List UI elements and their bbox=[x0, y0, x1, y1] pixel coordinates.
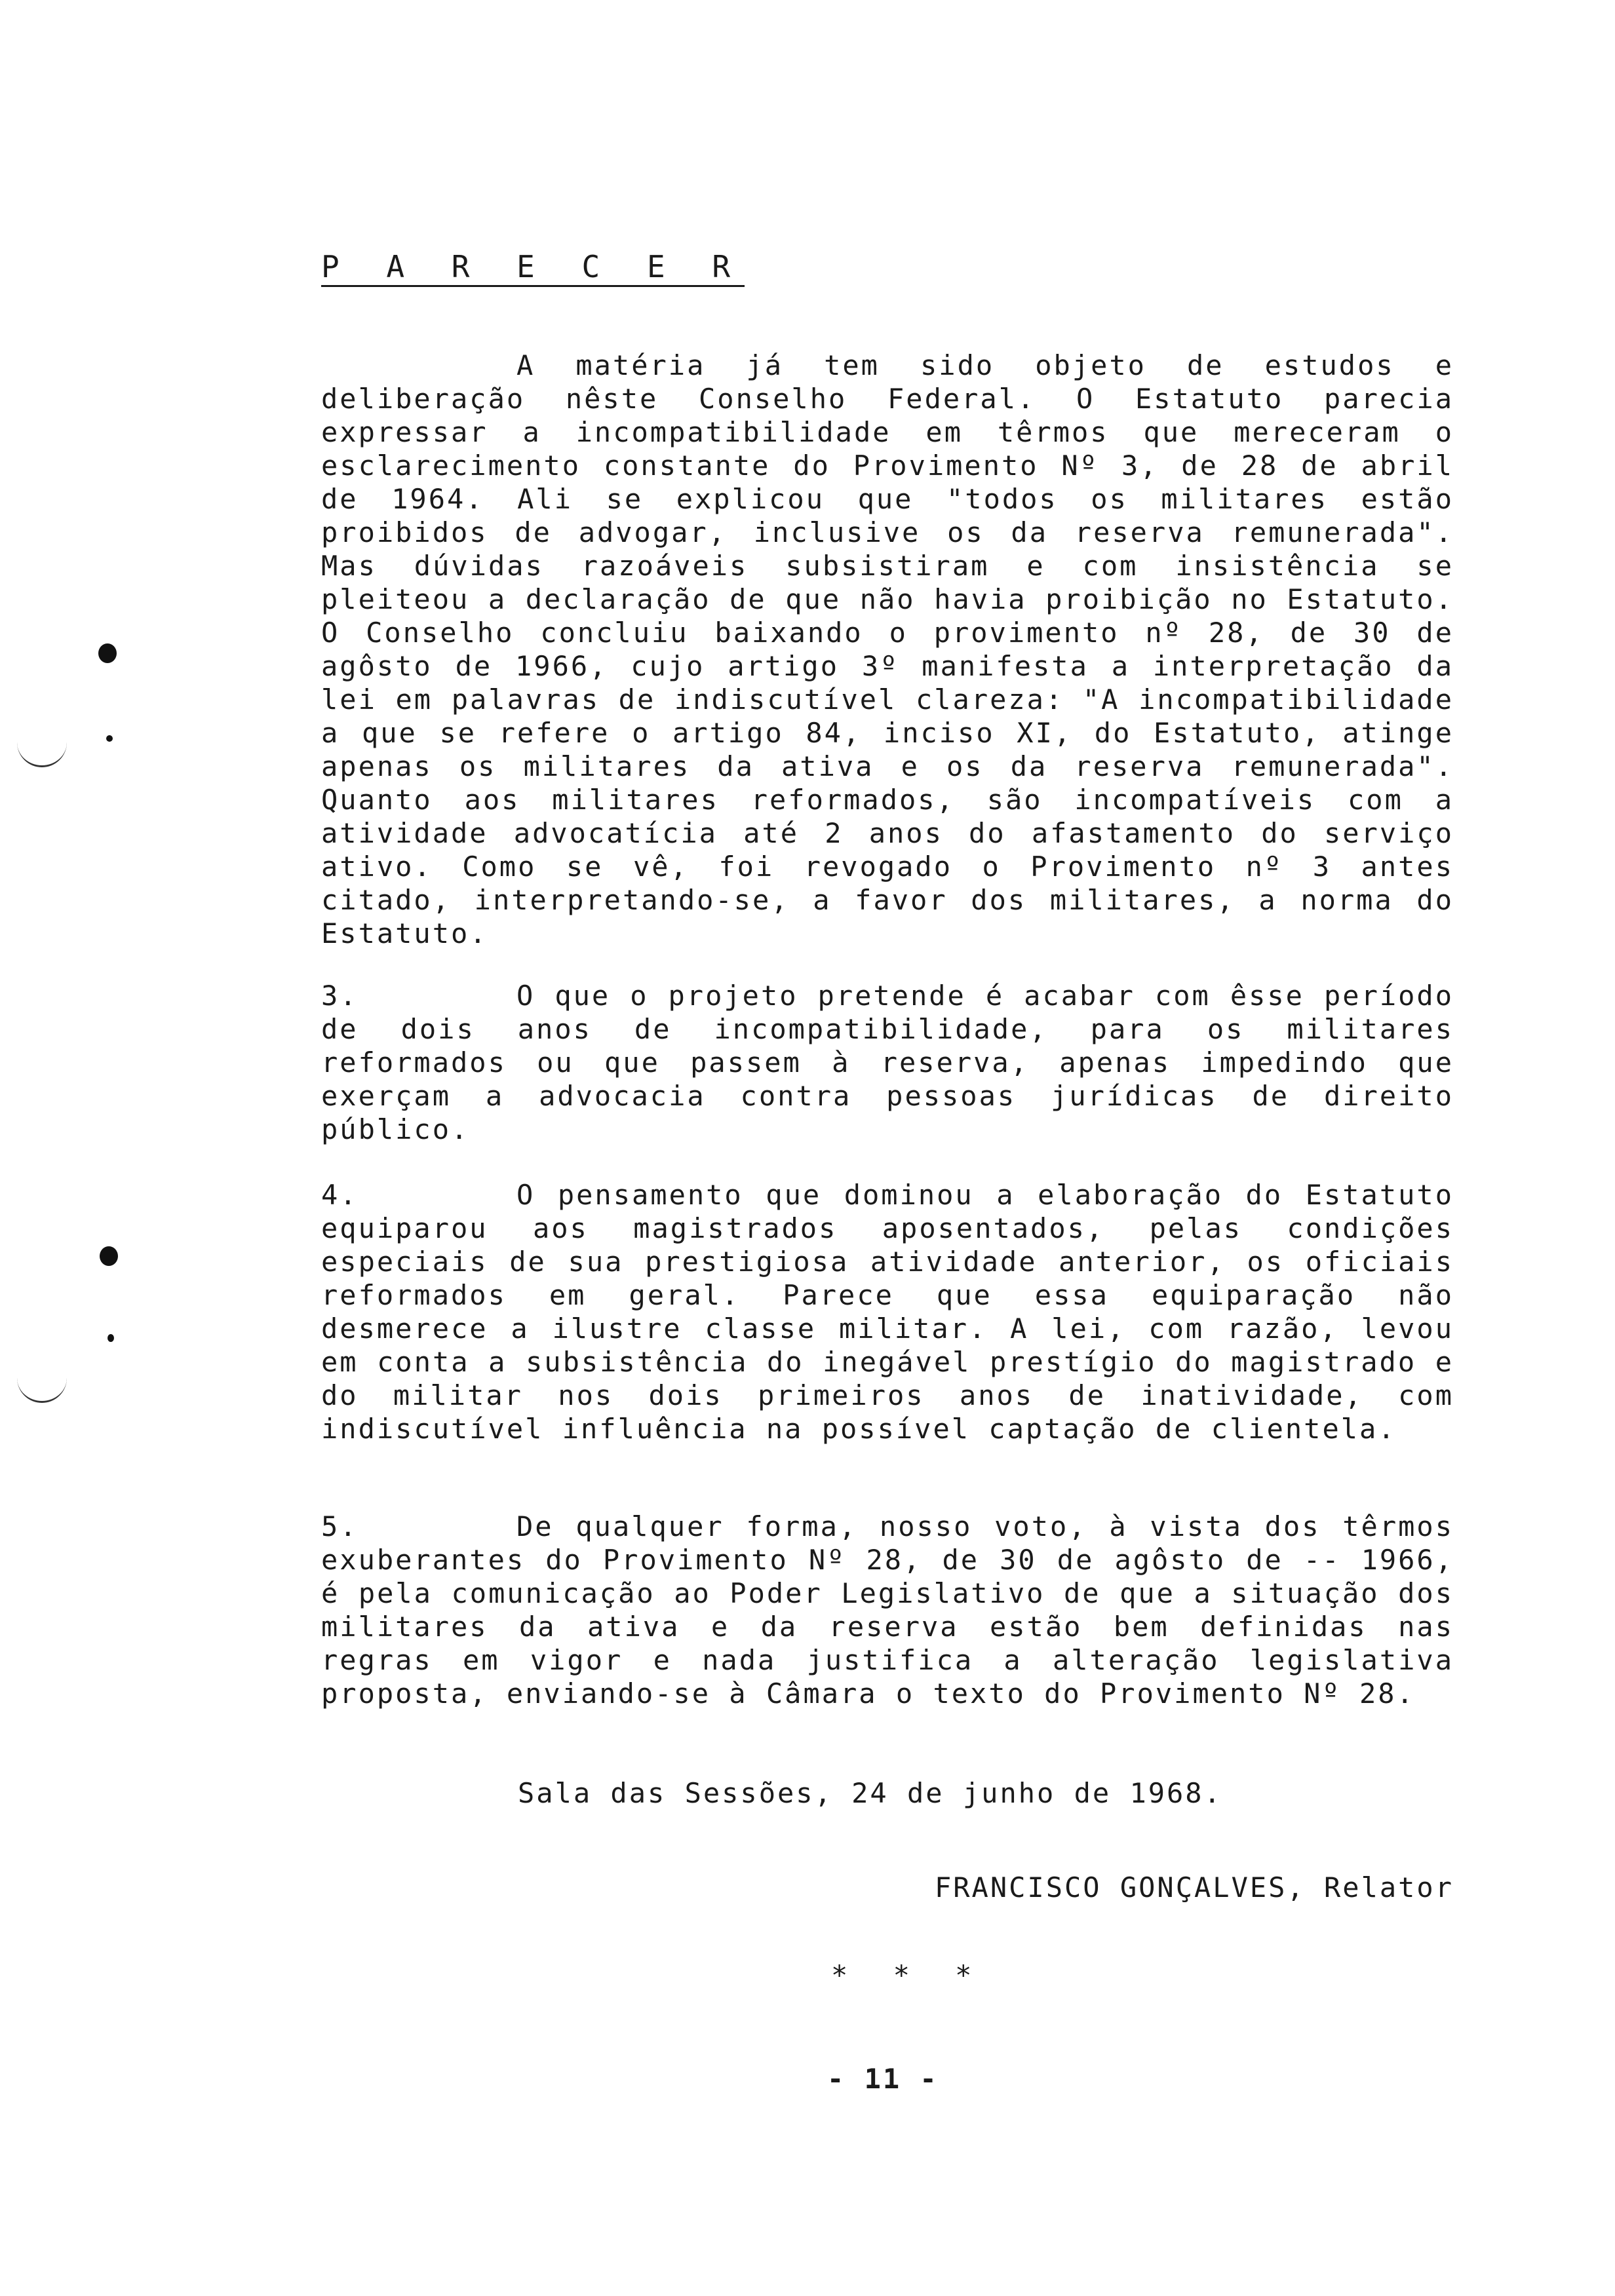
speck-mark bbox=[107, 1334, 114, 1342]
paragraph-3 bbox=[321, 979, 1454, 1146]
binder-hole-mark bbox=[100, 1246, 118, 1266]
paragraph-number: 5. bbox=[321, 1510, 359, 1542]
paragraph-number: 3. bbox=[321, 980, 359, 1012]
paragraph-text: O que o projeto pretende é acabar com êsse período de dois anos de incompatibilidade, para os militares reformados ou que passem à reserva, apenas impedindo que exerçam a advocacia contra pessoas jurídicas de direito público. bbox=[321, 980, 1454, 1145]
paragraph-text: O pensamento que dominou a elaboração do Estatuto equiparou aos magistrados aposentados, pelas condições especiais de sua prestigiosa atividade anterior, os oficiais reformados em geral. Parece que essa equiparação não desmerece a ilustre classe militar. A lei, com razão, levou em conta a subsistência do inegável prestígio do magistrado e do militar nos dois primeiros anos de inatividade, com indiscutível influência na possível captação de clientela. bbox=[321, 1179, 1454, 1445]
document-heading: P A R E C E R bbox=[321, 250, 745, 287]
paragraph-1 bbox=[321, 349, 1454, 950]
section-separator: * * * bbox=[831, 1959, 986, 1991]
scan-edge-curve bbox=[17, 727, 67, 767]
paragraph-5 bbox=[321, 1510, 1454, 1710]
session-date-line: Sala das Sessões, 24 de junho de 1968. bbox=[518, 1777, 1222, 1809]
paragraph-number: 4. bbox=[321, 1179, 359, 1211]
paragraph-text: De qualquer forma, nosso voto, à vista dos têrmos exuberantes do Provimento Nº 28, de 30 de agôsto de -- 1966, é pela comunicação ao Poder Legislativo de que a situação dos militares da ativa e da reserva estão bem definidas nas regras em vigor e nada justifica a alteração legislativa proposta, enviando-se à Câmara o texto do Provimento Nº 28. bbox=[321, 1510, 1454, 1710]
binder-hole-mark bbox=[98, 643, 117, 663]
signature-line: FRANCISCO GONÇALVES, Relator bbox=[934, 1871, 1454, 1904]
page-number: - 11 - bbox=[827, 2063, 939, 2095]
paragraph-text: A matéria já tem sido objeto de estudos e deliberação nêste Conselho Federal. O Estatuto parecia expressar a incompatibilidade em têrmos que mereceram o esclarecimento constante do Provimento Nº 3, de 28 de abril de 1964. Ali se explicou que "todos os militares estão proibidos de advogar, inclusive os da reserva remunerada". Mas dúvidas razoáveis subsistiram e com insistência se pleiteou a declaração de que não havia proibição no Estatuto. O Conselho concluiu baixando o provimento nº 28, de 30 de agôsto de 1966, cujo artigo 3º manifesta a interpretação da lei em palavras de indiscutível clareza: "A incompatibilidade a que se refere o artigo 84, inciso XI, do Estatuto, atinge apenas os militares da ativa e os da reserva remunerada". Quanto aos militares reformados, são incompatíveis com a atividade advocatícia até 2 anos do afastamento do serviço ativo. Como se vê, foi revogado o Provimento nº 3 antes citado, interpretando-se, a favor dos militares, a norma do Estatuto. bbox=[321, 349, 1454, 949]
paragraph-4 bbox=[321, 1178, 1454, 1445]
speck-mark bbox=[106, 735, 113, 742]
scan-edge-curve bbox=[17, 1363, 67, 1403]
